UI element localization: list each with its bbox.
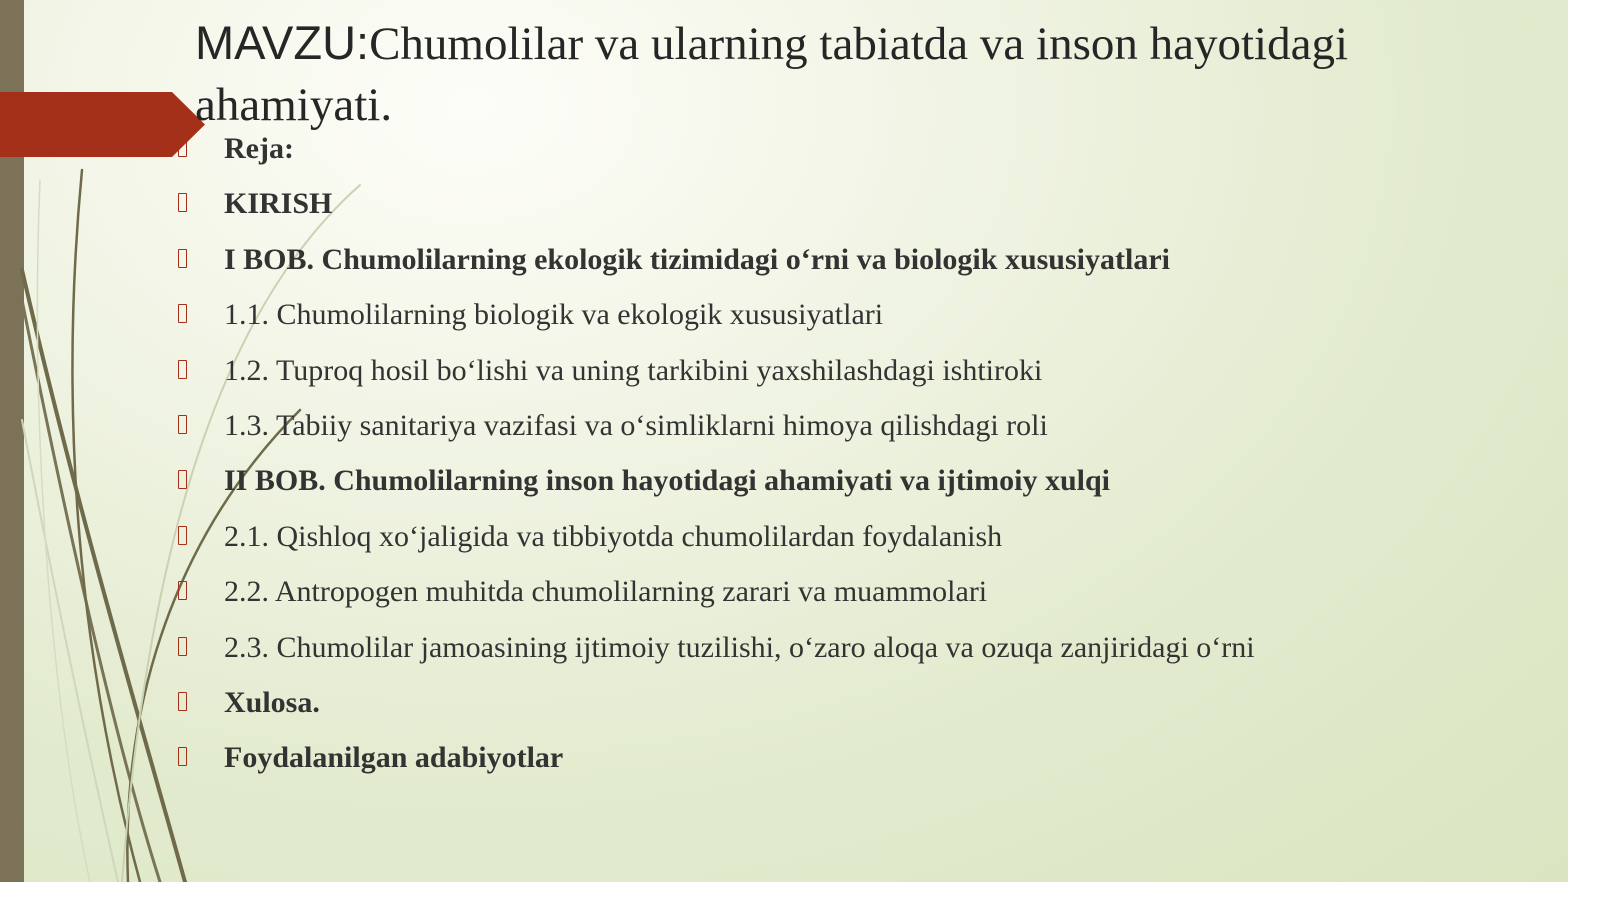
plan-item-references [178, 737, 1255, 792]
plan-item-text: 2.3. Chumolilar jamoasining ijtimoiy tuzilishi, o‘zaro aloqa va ozuqa zanjiridagi o‘rni [224, 630, 1255, 664]
plan-list [178, 128, 1255, 793]
plan-item-text: II BOB. Chumolilarning inson hayotidagi ahamiyati va ijtimoiy xulqi [224, 464, 1111, 498]
plan-item-1-2 [178, 350, 1255, 405]
square-bullet-icon [178, 692, 187, 711]
stem-line-1 [22, 270, 185, 882]
plan-item-reja [178, 128, 1255, 183]
plan-item-2-1 [178, 516, 1255, 571]
plan-item-text: 1.1. Chumolilarning biologik va ekologik xususiyatlari [224, 298, 884, 332]
plan-item-text: Foydalanilgan adabiyotlar [224, 741, 564, 775]
square-bullet-icon [178, 304, 187, 323]
square-bullet-icon [178, 470, 187, 489]
plan-item-2-3 [178, 627, 1255, 682]
stem-line-2 [22, 300, 160, 882]
square-bullet-icon [178, 138, 187, 157]
square-bullet-icon [178, 360, 187, 379]
title-text: Chumolilar va ularning tabiatda va inson hayotidagi ahamiyati. [195, 18, 1349, 131]
square-bullet-icon [178, 249, 187, 268]
plan-item-text: Xulosa. [224, 685, 320, 719]
square-bullet-icon [178, 415, 187, 434]
plan-item-text: 1.2. Tuproq hosil bo‘lishi va uning tarkibini yaxshilashdagi ishtiroki [224, 353, 1043, 387]
plan-item-text: KIRISH [224, 187, 333, 221]
stem-line-6 [22, 420, 118, 882]
plan-item-text: 2.1. Qishloq xo‘jaligida va tibbiyotda chumolilardan foydalanish [224, 519, 1003, 553]
plan-item-2-2 [178, 571, 1255, 626]
plan-item-text: 1.3. Tabiiy sanitariya vazifasi va o‘simliklarni himoya qilishdagi roli [224, 408, 1048, 442]
plan-item-text: Reja: [224, 132, 294, 165]
plan-item-kirish [178, 183, 1255, 238]
stem-line-7 [37, 180, 90, 882]
plan-item-text: I BOB. Chumolilarning ekologik tizimidagi o‘rni va biologik xususiyatlari [224, 242, 1170, 276]
title-prefix: MAVZU: [195, 16, 370, 69]
title-arrow-shape [0, 92, 205, 157]
plan-item-chapter-1 [178, 239, 1255, 294]
square-bullet-icon [178, 526, 187, 545]
plan-item-1-1 [178, 294, 1255, 349]
square-bullet-icon [178, 581, 187, 600]
square-bullet-icon [178, 193, 187, 212]
square-bullet-icon [178, 637, 187, 656]
plan-item-chapter-2 [178, 460, 1255, 515]
square-bullet-icon [178, 747, 187, 766]
plan-item-text: 2.2. Antropogen muhitda chumolilarning zarari va muammolari [224, 575, 988, 609]
slide-title [195, 12, 1525, 136]
plan-item-xulosa [178, 682, 1255, 737]
plan-item-1-3 [178, 405, 1255, 460]
